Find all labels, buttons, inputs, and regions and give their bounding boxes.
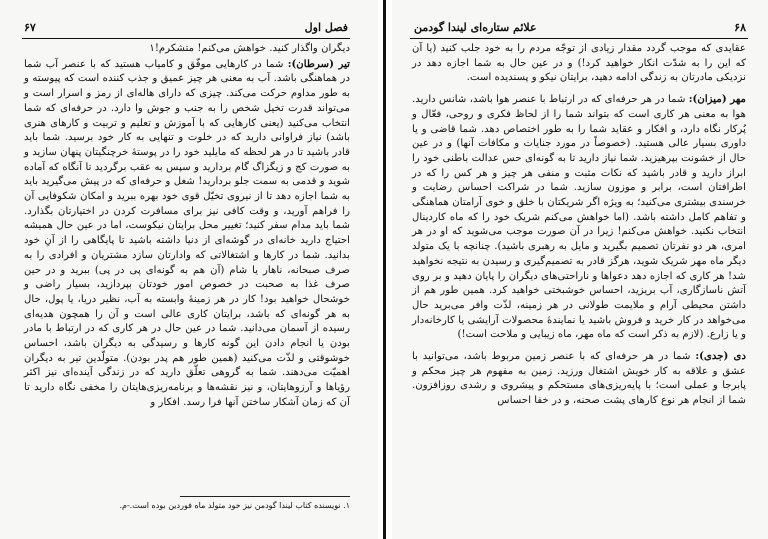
header-rule [22, 38, 350, 39]
paragraph-text: شما در هر حرفه‌ای که در ارتباط با عنصر هوا باشد، شانس دارید. هوا به معنی هر کاری است که بتواند شما را از لحاظ فکری و روحی، فعّال و پُرکار نگاه دارد، و افکار و عقاید شما را به طور اختصاص دهد. شما قاضی و یا داوری بسیار عالی هستید. (خصوصاً در مورد جنایات و مکافات آنها) و در عین حال از خشونت بپرهیزید. شما نیاز دارید تا به گونه‌ای حس عدالت باطنی خود را ابراز دارید و قادر باشید که نکات مثبت و منفی هر چیز و هر کس را که در اطرافتان است، برابر و موزون سازید. شما در شراکت احساس رضایت و خرسندی بیشتری می‌کنید؛ به ویژه اگر شریکتان با خلق و خوی آرامتان هماهنگی و تفاهم کامل داشته باشد. (اما خواهش می‌کنم شریک خود را که ماه کاردینال انتخاب نکنید. خواهش می‌کنم! زیرا در آن صورت موجب می‌شوید که او در هر امری، هر دو نفرتان تصمیم بگیرید و مایل به رهبری باشید). چنانچه با یک متولد دیگر ماه مهر شریک شوید، هرگز قادر به تصمیم‌گیری و رسیدن به نتیجه نخواهید شد! هر کاری که اجازه دهد دعواها و ناراحتی‌های دیگران را پایان دهید و بر روی آتش ناسازگاری، آب بریزید، احساس خوشبختی خواهید کرد. همین طور هم از داشتن محیطی آرام و ملایمت طولانی در هر زمینه، لذّت وافر می‌برید حال می‌خواهد در کار خرید و فروش باشید یا نمایندهٔ محصولات آرایشی یا کارخانه‌دار و یا زارع. (لازم به ذکر است که ماه مهر، ماه زیبایی و ملاحت است!) [412, 94, 746, 341]
right-page [392, 0, 768, 539]
paragraph-tir [24, 57, 350, 411]
paragraph-text: شما در کارهایی موفّق و کامیاب هستید که با عنصر آب شما در هماهنگی باشد. آب به معنی هر چیز عمیق و جذب کننده است که پیوسته و به طور مداوم حرکت می‌کند. چیزی که دارای هاله‌ای از رمز و اسرار است و می‌تواند قدرت تخیل شخص را به جنب و جوش وا دارد. در حرفه‌ای که شما انتخاب می‌کنید (یعنی کارهایی که با آموزش و تعلیم و تربیت و کارهای هنری باشد) نیاز فراوانی دارید که در خلوت و تنهایی به کار خود برسید. شما باید قادر باشید تا در هر لحظه که مایلید خود را در پوستهٔ خرچنگیتان پنهان سازید و به صورت کج و زیگزاگ گام بردارید و سپس به عقب برگردید تا آنگاه که آماده شوید و قدمی به سمت جلو بردارید! شغل و حرفه‌ای که در پیش می‌گیرید باید به شما اجازه دهد تا از نیروی تخیّل قوی خود بهره ببرید و امکان شکوفایی آن را فراهم آورید، و وقت کافی نیز برای مسافرت کردن در اختیارتان بگذارد. شما باید مدام سفر کنید؛ تغییر محل برایتان نیکوست، اما در عین حال همیشه احتیاج دارید خانه‌ای در گوشه‌ای از دنیا داشته باشید تا پایگاهی را از آنِ خود بدانید. شما در کارها و اشتغالاتی که وادارتان سازد مشتریان و افرادی را به صرف صبحانه، ناهار یا شام (آن هم به گونه‌ای پی در پی) ببرید و در حین صرف غذا به صحبت در خصوص امور خودتان بپردازید، بسیار راضی و خوشحال خواهید بود! کار در هر زمینهٔ وابسته به آب، نظیر دریا، یا پول، حال به هر گونه‌ای که باشد، برایتان کاری عالی است و آن را همچون هدیه‌ای رسیده از آسمان می‌دانید. شما در عین حال در هر کاری که در ارتباط با مادر بودن یا انجام دادن این گونه کارها و رسیدگی به دیگران باشد، احساس خوشوقتی و لذّت می‌کنید (همین طور هم پدر بودن). متولّدین تیر به دیگران اهمیّت می‌دهند. شما به گروهی تعلّق دارید که در زندگی آینده‌ای نیز اکثر رؤیاها و آرزوهایتان، و نیز نقشه‌ها و برنامه‌ریزی‌هایتان را مخفی نگاه دارید تا آن که زمان آشکار ساختن آنها فرا رسد. افکار و [24, 58, 350, 408]
gutter-line [383, 0, 386, 539]
running-title: علائم ستاره‌ای لیندا گودمن [414, 20, 537, 34]
page-header [414, 18, 746, 36]
paragraph-dey [412, 349, 746, 409]
sign-heading-tir: تیر (سرطان): [287, 57, 350, 70]
page-body [412, 42, 746, 409]
page-body [24, 42, 350, 411]
page-header [24, 18, 348, 36]
page-number: ۶۷ [24, 20, 36, 34]
sign-heading-dey: دی (جدی): [695, 350, 746, 363]
paragraph-text: شما در هر حرفه‌ای که با عنصر زمین مربوط باشد، می‌توانید با عشق و علاقه به کار خویش اشتغال ورزید. زمین به مفهوم هر چیز محکم و پابرجا و عملی است؛ با پایه‌ریزی‌های مستحکم و پیشروی و رشدی روزافزون. شما از انجام هر نوع کارهای پشت صحنه، و در خفا احساس [412, 351, 746, 407]
header-rule [410, 38, 748, 39]
paragraph-intro: دیگران واگذار کنید. خواهش می‌کنم! متشکرم!۱ [149, 43, 350, 54]
left-page [0, 0, 378, 539]
footnote-rule [180, 496, 350, 497]
paragraph-intro: عقایدی که موجب گردد مقدار زیادی از توجّه مردم را به خود جلب کنید (یا آن که این را به شدّت انکار خواهید کرد!) و در عین حال به شما اجازه دهد در نزدیکی مادرتان به زندگی ادامه دهید، برایتان نیکو و پسندیده است. [412, 43, 746, 84]
page-number: ۶۸ [734, 20, 746, 34]
paragraph-mehr [412, 92, 746, 343]
footnote: ۱. نویسنده کتاب لیندا گودمن نیز خود متولد ماه فوردین بوده است.-م. [119, 501, 350, 510]
sign-heading-mehr: مهر (میزان): [688, 93, 746, 106]
running-title: فصل اول [304, 20, 348, 34]
